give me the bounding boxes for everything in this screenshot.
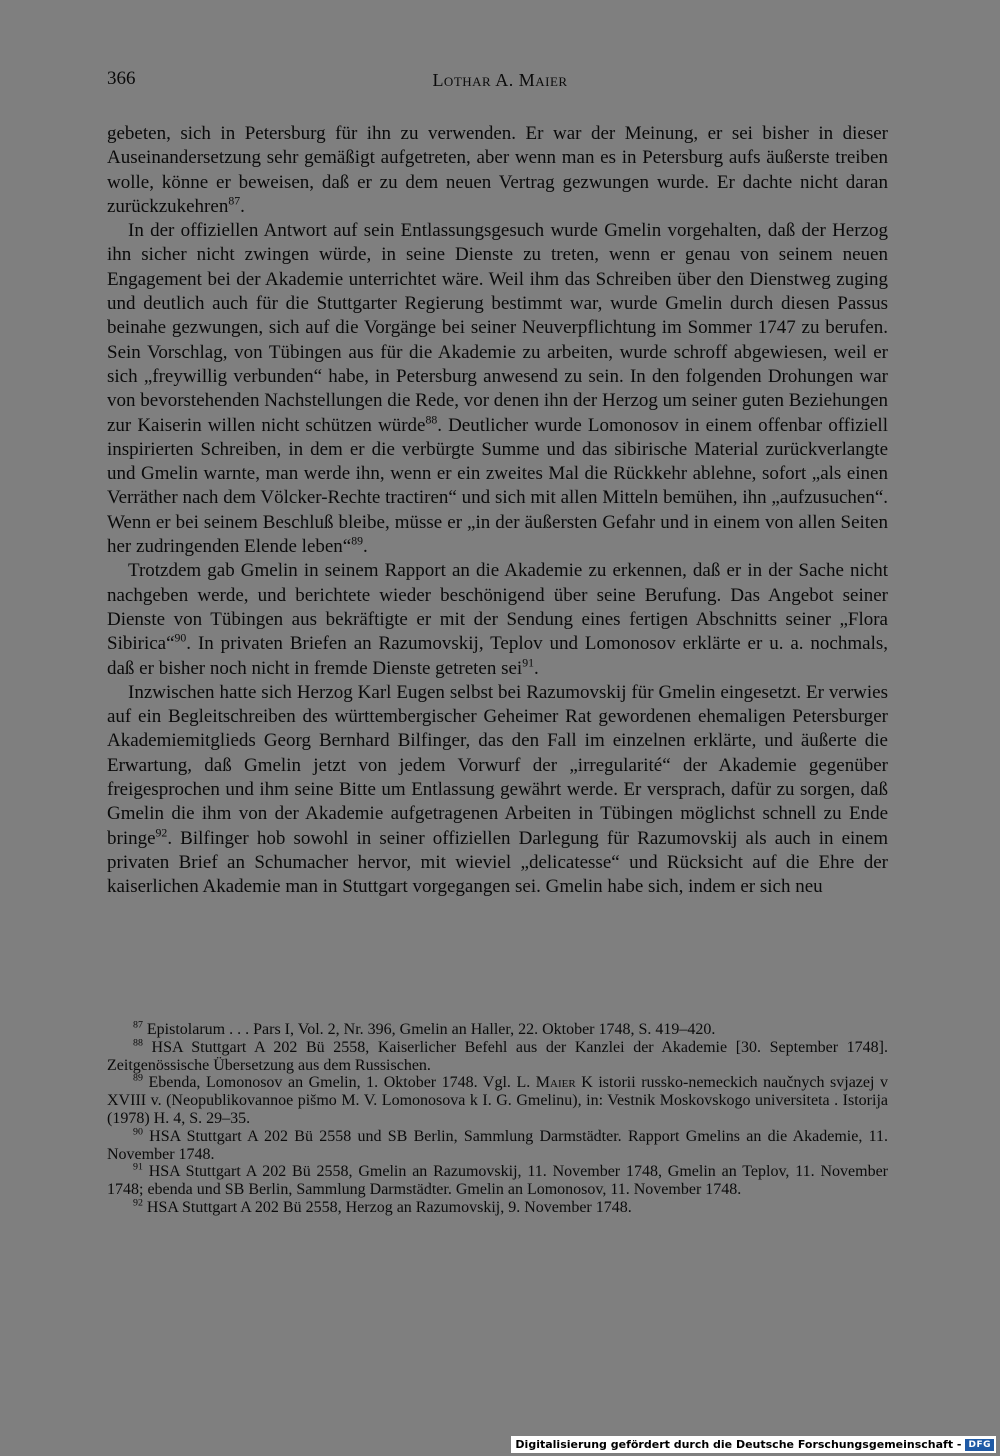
footnote-number: 91 <box>133 1162 143 1174</box>
digitization-credit-bar <box>511 1436 996 1453</box>
paragraph-3-end: . <box>533 657 539 679</box>
footnote-text: HSA Stuttgart A 202 Bü 2558, Gmelin an Razumovskij, 11. November 1748, Gmelin an Teplov, 11. November 1748; ebenda und SB Berlin, Sammlung Darmstädter. Gmelin an Lomonosov, 11. November 1748. <box>107 1163 888 1199</box>
paragraph-3-text-b: . In privaten Briefen an Razumovskij, Teplov und Lomonosov erklärte er u. a. nochmals, daß er bisher noch nicht in fremde Dienste getreten sei <box>107 633 888 679</box>
paragraph-4-text-a: Inzwischen hatte sich Herzog Karl Eugen selbst bei Razumovskij für Gmelin eingesetzt. Er verwies auf ein Begleitschreiben des württembergischer Geheimer Rat gewordenen ehemaligen Petersburger Akademiemitglieds Georg Bernhard Bilfinger, das den Fall im einzelnen erklärte, und äußerte die Erwartung, daß Gmelin jetzt von jedem Vorwurf der „irregularité“ der Akademie gegenüber freigesprochen und ihm seine Bitte um Entlassung gewährt werde. Er versprach, dafür zu sorgen, daß Gmelin die ihm von der Akademie aufgetragenen Arbeiten in Tübingen möglichst schnell zu Ende bringe <box>107 681 888 849</box>
footnote-text: Ebenda, Lomonosov an Gmelin, 1. Oktober 1748. Vgl. L. <box>142 1074 536 1092</box>
footnote-ref-89: 89 <box>351 534 364 548</box>
footnote-88 <box>107 1039 888 1075</box>
footnote-number: 89 <box>133 1073 143 1085</box>
page-number: 366 <box>107 68 136 89</box>
paragraph-4 <box>107 681 888 900</box>
footnote-ref-88: 88 <box>425 413 438 427</box>
paragraph-4-text-b: . Bilfinger hob sowohl in seiner offiziellen Darlegung für Razumovskij als auch in einem privaten Brief an Schumacher hervor, mit wieviel „delicatesse“ und Rücksicht auf die Ehre der kaiserlichen Akademie man in Stuttgart vorgegangen sei. Gmelin habe sich, indem er sich neu <box>107 827 888 898</box>
footnote-92 <box>107 1199 888 1217</box>
footnote-number: 87 <box>133 1019 143 1031</box>
footnote-89 <box>107 1074 888 1127</box>
footnote-91 <box>107 1163 888 1199</box>
dfg-logo-icon: DFG <box>965 1439 994 1451</box>
running-head-first: Lothar A. <box>432 70 519 90</box>
paragraph-2-text-b: . Deutlicher wurde Lomonosov in einem offenbar offiziell inspirierten Schreiben, in dem er die verbürgte Summe und das sibirische Material zurückverlangte und Gmelin warnte, man werde ihn, wenn er ein zweites Mal die Rückkehr ablehne, sofort „als einen Verräther nach dem Völcker-Rechte tractiren“ und sich mit allen Mitteln bemühen, ihn „aufzusuchen“. Wenn er bei seinem Beschluß bleibe, müsse er „in der äußersten Gefahr und in einem von allen Seiten her zudringenden Elende leben“ <box>107 414 888 558</box>
paragraph-3 <box>107 559 888 680</box>
footnote-ref-90: 90 <box>174 631 187 645</box>
footnote-ref-87: 87 <box>228 194 241 208</box>
paragraph-1-end: . <box>240 195 245 217</box>
paragraph-1-text: gebeten, sich in Petersburg für ihn zu verwenden. Er war der Meinung, er sei bisher in dieser Auseinandersetzung sehr gemäßigt aufgetreten, aber wenn man es in Petersburg aufs äußerste treiben wolle, könne er beweisen, daß er zu dem neuen Vertrag gezwungen wurde. Er dachte nicht daran zurückzukehren <box>107 123 888 217</box>
footnote-author: Maier <box>535 1074 576 1092</box>
paragraph-1 <box>107 122 888 219</box>
footnote-text: HSA Stuttgart A 202 Bü 2558, Kaiserlicher Befehl aus der Kanzlei der Akademie [30. September 1748]. Zeitgenössische Übersetzung aus dem Russischen. <box>107 1038 888 1074</box>
paragraph-3-text-a: Trotzdem gab Gmelin in seinem Rapport an die Akademie zu erkennen, daß er in der Sache nicht nachgeben werde, und berichtete wieder beschönigend über seine Berufung. Das Angebot seiner Dienste von Tübingen aus bekräftigte er mit der Sendung eines fertigen Abschnitts seiner „Flora Sibirica“ <box>107 560 888 655</box>
running-head-last: Maier <box>518 70 568 90</box>
body-text <box>107 122 888 900</box>
footnote-ref-91: 91 <box>522 656 534 670</box>
running-head <box>0 70 1000 91</box>
footnote-90 <box>107 1128 888 1164</box>
footnote-text: K istorii russko-nemeckich naučnych svjazej v XVIII v. (Neopublikovannoe pis̆mo M. V. Lomonosova k I. G. Gmelinu), in: Vestnik Moskovskogo universiteta . Istorija (1978) H. 4, S. 29–35. <box>107 1074 888 1127</box>
paragraph-2 <box>107 219 888 559</box>
footnote-text: Epistolarum . . . Pars I, Vol. 2, Nr. 396, Gmelin an Haller, 22. Oktober 1748, S. 419–420. <box>142 1021 716 1038</box>
footnote-ref-92: 92 <box>155 826 168 840</box>
paragraph-2-text-a: In der offiziellen Antwort auf sein Entlassungsgesuch wurde Gmelin vorgehalten, daß der Herzog ihn sicher nicht zwingen würde, in seine Dienste zu treten, wenn er genau von seinem neuen Engagement bei der Akademie unterrichtet wäre. Weil ihm das Schreiben über den Dienstweg zuging und deutlich auch für die Stuttgarter Regierung bestimmt war, wurde Gmelin durch diesen Passus beinahe gezwungen, sich auf die Vorgänge bei seiner Neuverpflichtung im Sommer 1747 zu berufen. Sein Vorschlag, von Tübingen aus für die Akademie zu arbeiten, wurde schroff abgewiesen, weil er sich „freywillig verbunden“ habe, in Petersburg anwesend zu sein. In den folgenden Drohungen war von bevorstehenden Nachstellungen die Rede, vor denen ihn der Herzog um seiner guten Beziehungen zur Kaiserin willen nicht schützen würde <box>107 220 888 436</box>
footnote-87 <box>107 1021 888 1039</box>
footnote-text: HSA Stuttgart A 202 Bü 2558, Herzog an Razumovskij, 9. November 1748. <box>142 1198 632 1216</box>
footnote-number: 90 <box>133 1126 143 1138</box>
footnote-text: HSA Stuttgart A 202 Bü 2558 und SB Berlin, Sammlung Darmstädter. Rapport Gmelins an die Akademie, 11. November 1748. <box>107 1127 888 1163</box>
paragraph-2-end: . <box>363 536 368 558</box>
footnotes <box>107 1021 888 1217</box>
footnote-number: 92 <box>133 1197 143 1209</box>
footnote-number: 88 <box>133 1037 143 1049</box>
digitization-credit: Digitalisierung gefördert durch die Deutsche Forschungsgemeinschaft - <box>515 1438 962 1451</box>
